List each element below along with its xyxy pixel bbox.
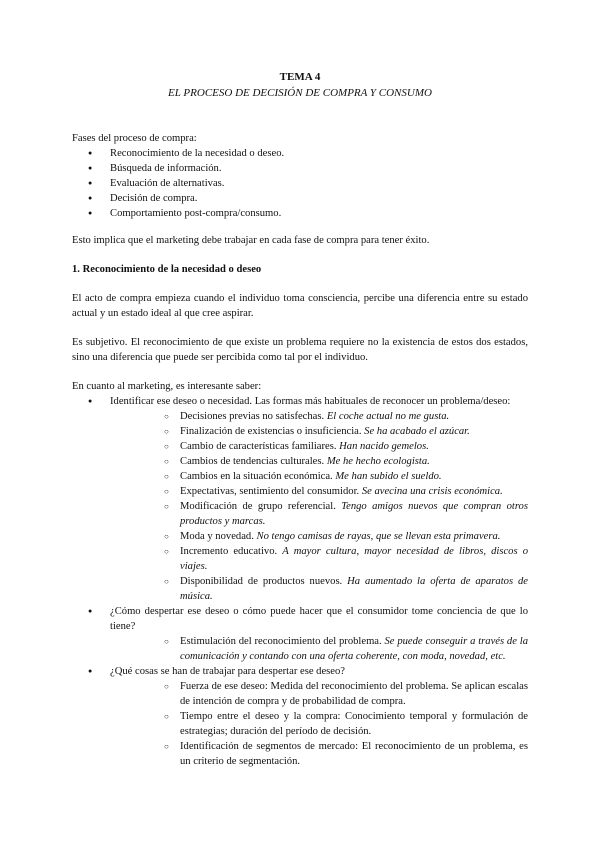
sub-list-item	[110, 424, 528, 439]
section-heading: 1. Reconocimiento de la necesidad o deseo	[72, 264, 262, 275]
list-item: ● Decisión de compra.	[72, 191, 528, 206]
document-title: TEMA 4	[279, 71, 321, 83]
list-item: ● Comportamiento post-compra/consumo.	[72, 206, 528, 221]
list-item	[72, 604, 528, 664]
bullet-text: Identificar ese deseo o necesidad. Las formas más habituales de reconocer un problema/deseo:	[110, 396, 511, 407]
sub-list-item	[110, 409, 528, 424]
sub-example: Me han subido el sueldo.	[335, 471, 442, 482]
sub-text: Modificación de grupo referencial.	[180, 501, 342, 512]
sub-list-item	[110, 454, 528, 469]
sublist	[110, 679, 528, 769]
bullet-text: ¿Cómo despertar ese deseo o cómo puede hacer que el consumidor tome conciencia de que lo tiene?	[110, 606, 528, 632]
phases-conclusion: Esto implica que el marketing debe trabajar en cada fase de compra para tener éxito.	[72, 235, 430, 246]
sub-text: Incremento educativo.	[180, 546, 283, 557]
sub-list-item: ○ Fuerza de ese deseo: Medida del reconocimiento del problema. Se aplican escalas de intención de compra y de probabilidad de compra.	[110, 679, 528, 709]
sub-list-item: ○ Identificación de segmentos de mercado: El reconocimiento de un problema, es un criterio de segmentación.	[110, 739, 528, 769]
sub-list-item	[110, 529, 528, 544]
sub-text: Decisiones previas no satisfechas.	[180, 411, 327, 422]
sub-list-item	[110, 574, 528, 604]
sub-example: Se avecina una crisis económica.	[361, 486, 503, 497]
sub-list-item	[110, 469, 528, 484]
sub-text: Estimulación del reconocimiento del problema.	[180, 636, 385, 647]
list-item: ● Reconocimiento de la necesidad o deseo.	[72, 146, 528, 161]
sub-example: El coche actual no me gusta.	[326, 411, 450, 422]
sub-text: Finalización de existencias o insuficiencia.	[180, 426, 365, 437]
list-item	[72, 394, 528, 604]
sub-example: A mayor cultura, mayor necesidad de libros, discos o viajes.	[180, 546, 528, 572]
sub-list-item	[110, 484, 528, 499]
sub-text: Expectativas, sentimiento del consumidor.	[180, 486, 362, 497]
phases-intro: Fases del proceso de compra:	[72, 133, 197, 144]
sub-text: Cambios de tendencias culturales.	[180, 456, 327, 467]
list-item: ● Evaluación de alternativas.	[72, 176, 528, 191]
sub-example: Han nacido gemelos.	[339, 441, 429, 452]
sub-example: Se ha acabado el azúcar.	[364, 426, 470, 437]
paragraph: En cuanto al marketing, es interesante saber:	[72, 381, 262, 392]
sub-example: Se puede conseguir a través de la comunicación y contando con una oferta coherente, con moda, novedad, etc.	[180, 636, 528, 662]
sub-list-item: ○ Tiempo entre el deseo y la compra: Conocimiento temporal y formulación de estrategias; duración del período de decisión.	[110, 709, 528, 739]
sub-text: Cambio de características familiares.	[180, 441, 340, 452]
sub-example: Tengo amigos nuevos que compran otros productos y marcas.	[180, 501, 528, 527]
sub-list-item	[110, 634, 528, 664]
list-item: ● Búsqueda de información.	[72, 161, 528, 176]
sub-example: No tengo camisas de rayas, que se llevan esta primavera.	[256, 531, 501, 542]
sub-example: Me he hecho ecologista.	[326, 456, 430, 467]
marketing-list	[72, 394, 528, 769]
sub-list-item	[110, 439, 528, 454]
document-subtitle: EL PROCESO DE DECISIÓN DE COMPRA Y CONSUMO	[168, 87, 432, 99]
sub-example: Ha aumentado la oferta de aparatos de música.	[180, 576, 528, 602]
list-item	[72, 664, 528, 769]
sub-text: Cambios en la situación económica.	[180, 471, 336, 482]
sub-text: Moda y novedad.	[180, 531, 257, 542]
sublist	[110, 634, 528, 664]
phases-list	[72, 146, 528, 221]
paragraph: Es subjetivo. El reconocimiento de que existe un problema requiere no la existencia de estos dos estados, sino una diferencia que puede ser percibida como tal por el individuo.	[72, 337, 528, 363]
bullet-text: ¿Qué cosas se han de trabajar para despertar ese deseo?	[110, 666, 345, 677]
sublist	[110, 409, 528, 604]
sub-text: Disponibilidad de productos nuevos.	[180, 576, 348, 587]
paragraph: El acto de compra empieza cuando el individuo toma consciencia, percibe una diferencia entre su estado actual y un estado ideal al que cree aspirar.	[72, 293, 528, 319]
sub-list-item	[110, 544, 528, 574]
sub-list-item	[110, 499, 528, 529]
